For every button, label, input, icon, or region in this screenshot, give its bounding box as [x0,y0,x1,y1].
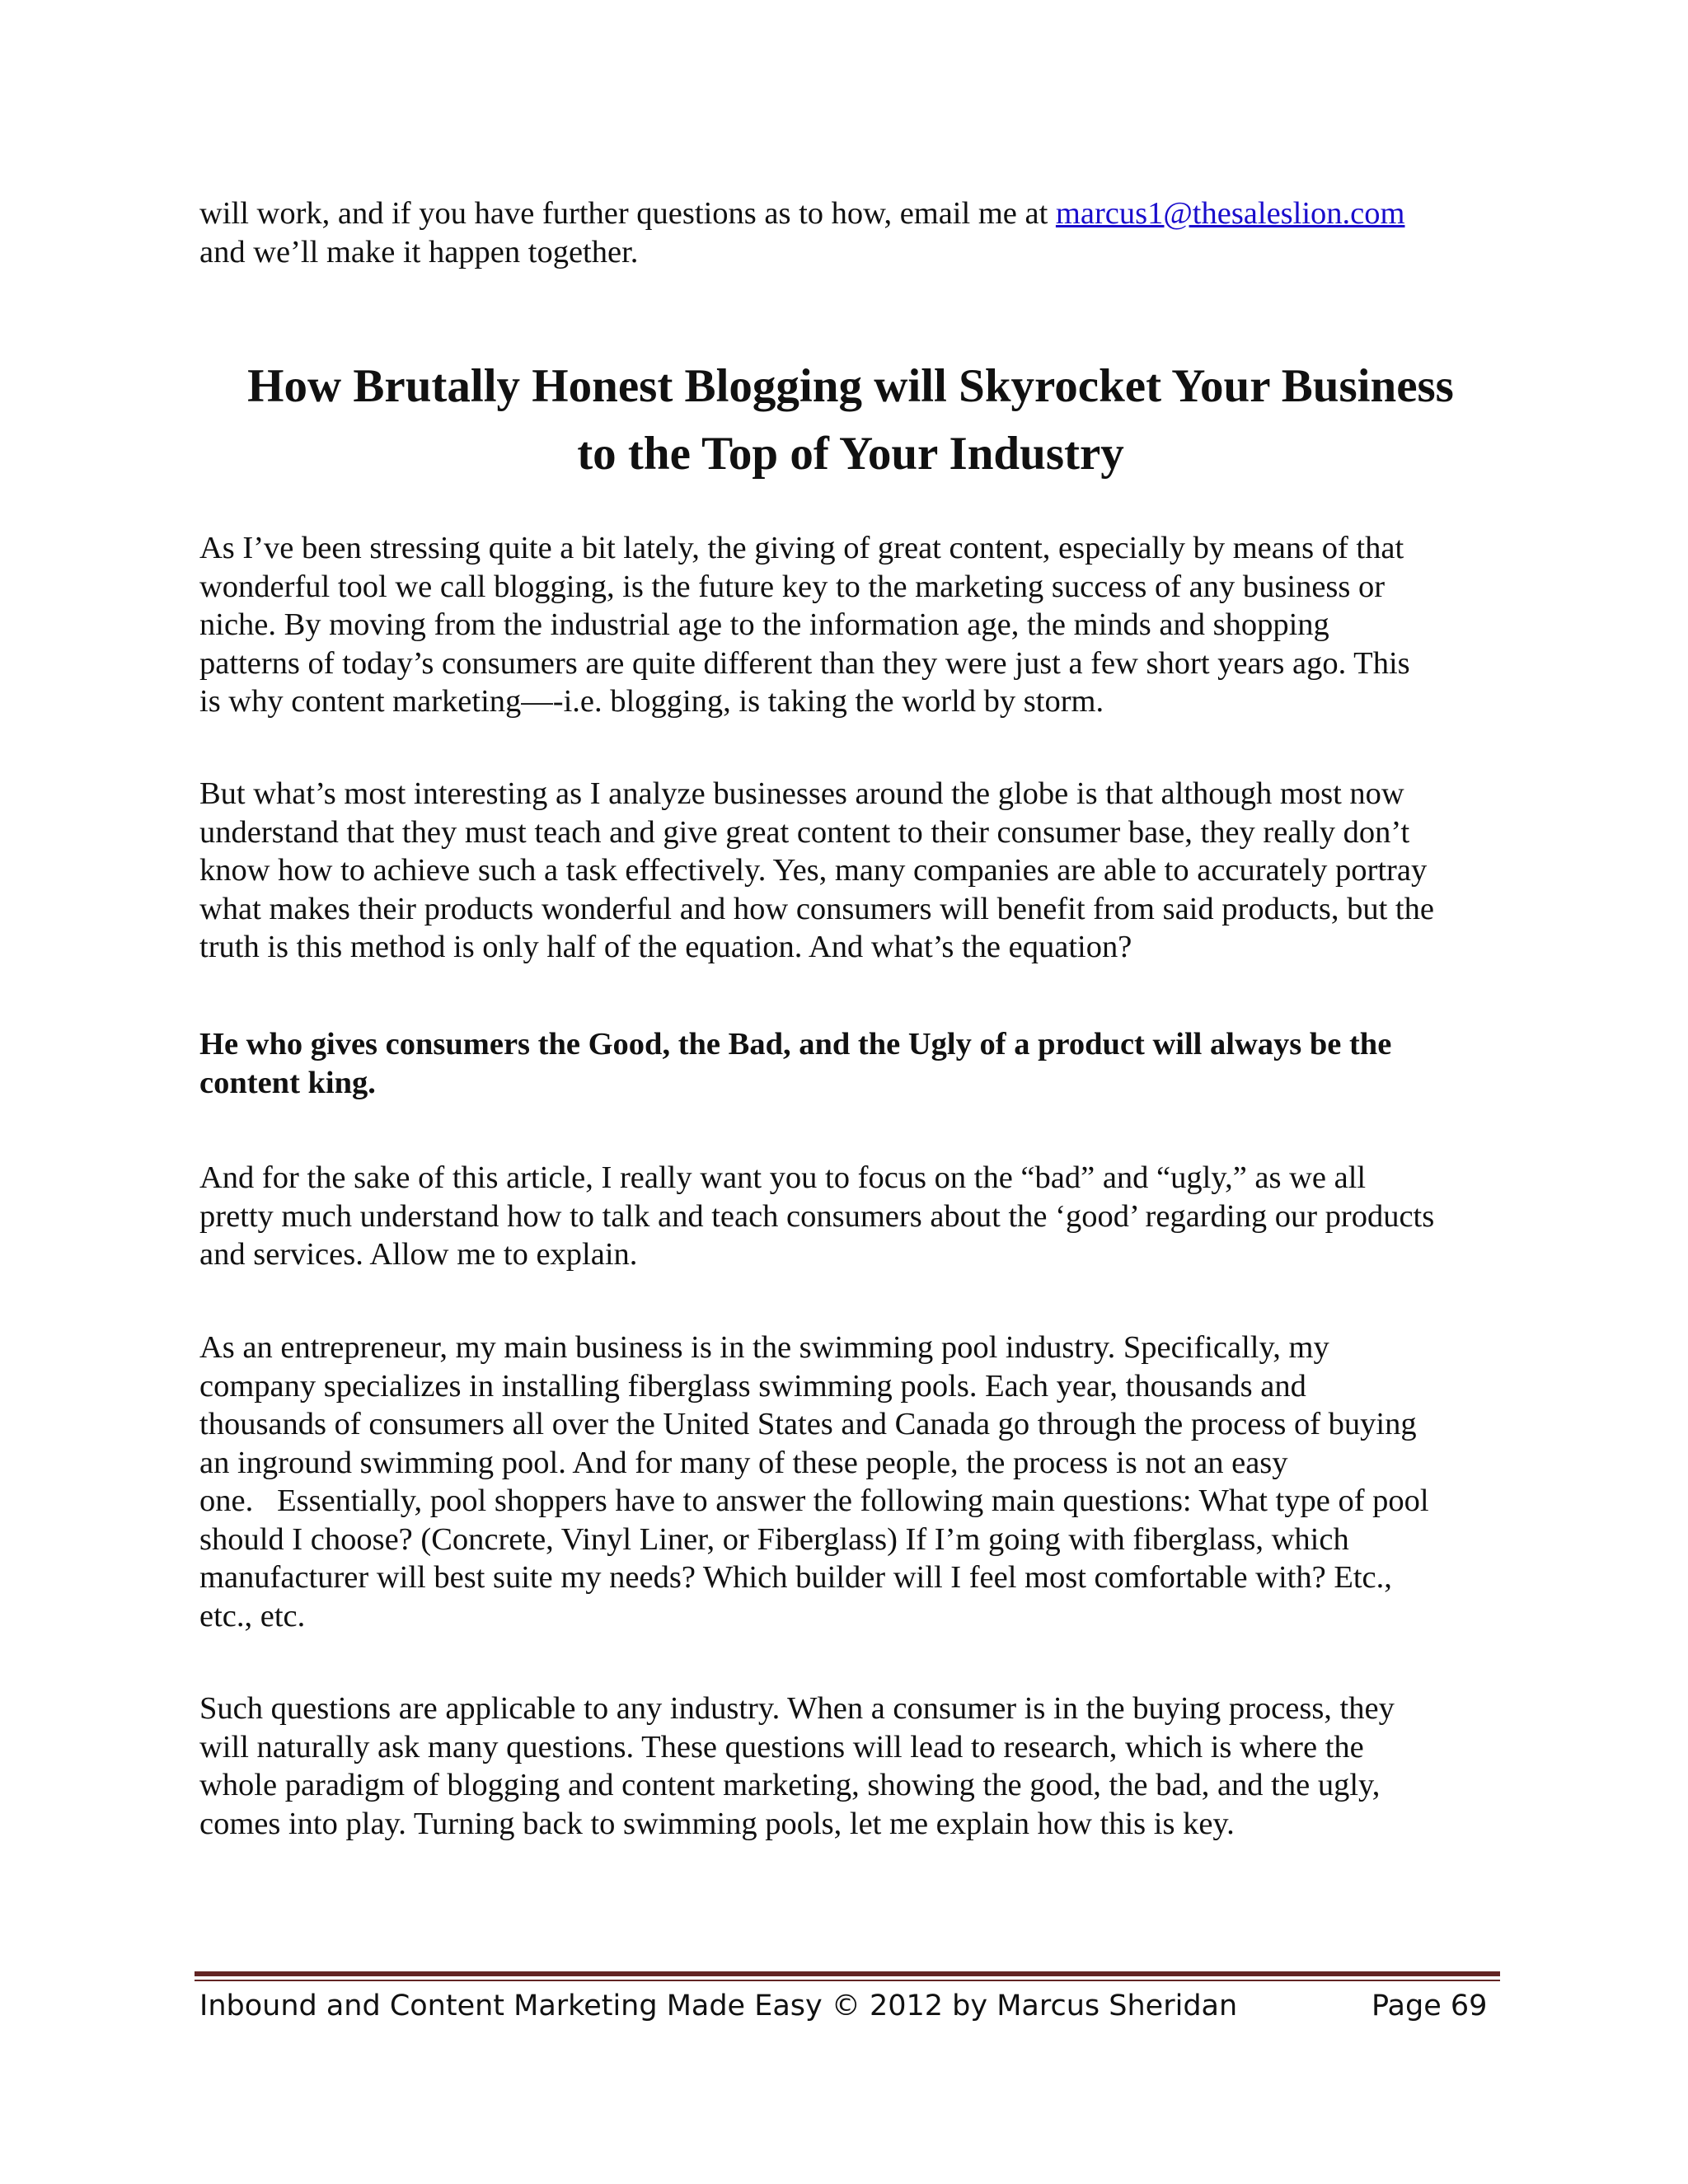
paragraph-1 [199,529,1502,721]
paragraph-line: is why content marketing—-i.e. blogging, is taking the world by storm. [199,684,1104,719]
paragraph-text [199,1690,1502,1843]
paragraph-line: what makes their products wonderful and how consumers will benefit from said products, but the [199,891,1434,926]
paragraph-line: whole paradigm of blogging and content marketing, showing the good, the bad, and the ugly, [199,1768,1381,1802]
paragraph-line: comes into play. Turning back to swimming pools, let me explain how this is key. [199,1806,1235,1841]
paragraph-5 [199,1329,1502,1635]
paragraph-line: one. Essentially, pool shoppers have to answer the following main questions: What type of pool [199,1483,1429,1518]
footer-rule-thin [195,1980,1500,1981]
paragraph-4 [199,1159,1502,1274]
intro-line-2: and we’ll make it happen together. [199,234,639,269]
paragraph-text [199,1329,1502,1635]
paragraph-line: manufacturer will best suite my needs? Which builder will I feel most comfortable with? Etc., [199,1560,1392,1595]
footer-rule-thick [195,1971,1500,1976]
heading-line-1: How Brutally Honest Blogging will Skyrocket Your Business [247,360,1454,412]
paragraph-line: thousands of consumers all over the United States and Canada go through the process of buying [199,1407,1417,1441]
paragraph-2 [199,775,1502,967]
paragraph-line: patterns of today’s consumers are quite different than they were just a few short years ago. This [199,645,1410,681]
paragraph-line: wonderful tool we call blogging, is the future key to the marketing success of any business or [199,569,1386,604]
paragraph-line: As I’ve been stressing quite a bit lately, the giving of great content, especially by means of that [199,531,1404,565]
paragraph-line: truth is this method is only half of the equation. And what’s the equation? [199,930,1132,964]
paragraph-text [199,1025,1502,1102]
paragraph-line: He who gives consumers the Good, the Bad, and the Ugly of a product will always be the [199,1027,1392,1062]
paragraph-3-bold [199,1025,1502,1102]
paragraph-line: company specializes in installing fiberglass swimming pools. Each year, thousands and [199,1368,1306,1404]
paragraph-line: And for the sake of this article, I really want you to focus on the “bad” and “ugly,” as we all [199,1160,1367,1195]
footer-copyright: Inbound and Content Marketing Made Easy © 2012 by Marcus Sheridan [199,1990,1238,2022]
paragraph-line: pretty much understand how to talk and teach consumers about the ‘good’ regarding our products [199,1198,1435,1234]
paragraph-line: an inground swimming pool. And for many of these people, the process is not an easy [199,1445,1288,1480]
paragraph-line: As an entrepreneur, my main business is in the swimming pool industry. Specifically, my [199,1330,1329,1365]
paragraph-line: But what’s most interesting as I analyze businesses around the globe is that although most now [199,776,1404,811]
paragraph-text [199,1159,1502,1274]
paragraph-6 [199,1690,1502,1843]
paragraph-line: etc., etc. [199,1598,306,1633]
paragraph-line: content king. [199,1065,376,1100]
article-heading [191,353,1510,488]
paragraph-text [199,529,1502,721]
intro-block [199,194,1502,271]
paragraph-line: understand that they must teach and give great content to their consumer base, they really don’t [199,814,1410,850]
paragraph-line: know how to achieve such a task effectively. Yes, many companies are able to accurately portray [199,853,1428,888]
paragraph-line: will naturally ask many questions. These questions will lead to research, which is where the [199,1729,1364,1765]
intro-text: will work, and if you have further questions as to how, email me at [199,196,1056,231]
footer-page-number: Page 69 [1372,1990,1488,2022]
heading-line-2: to the Top of Your Industry [577,428,1124,480]
email-link[interactable]: marcus1@thesaleslion.com [1055,196,1405,231]
paragraph-line: Such questions are applicable to any industry. When a consumer is in the buying process, they [199,1691,1395,1726]
intro-line-1 [199,194,1502,233]
intro-paragraph [199,194,1502,271]
paragraph-line: should I choose? (Concrete, Vinyl Liner, or Fiberglass) If I’m going with fiberglass, which [199,1521,1349,1557]
paragraph-line: niche. By moving from the industrial age to the information age, the minds and shopping [199,607,1329,642]
paragraph-line: and services. Allow me to explain. [199,1237,638,1272]
paragraph-text [199,775,1502,967]
